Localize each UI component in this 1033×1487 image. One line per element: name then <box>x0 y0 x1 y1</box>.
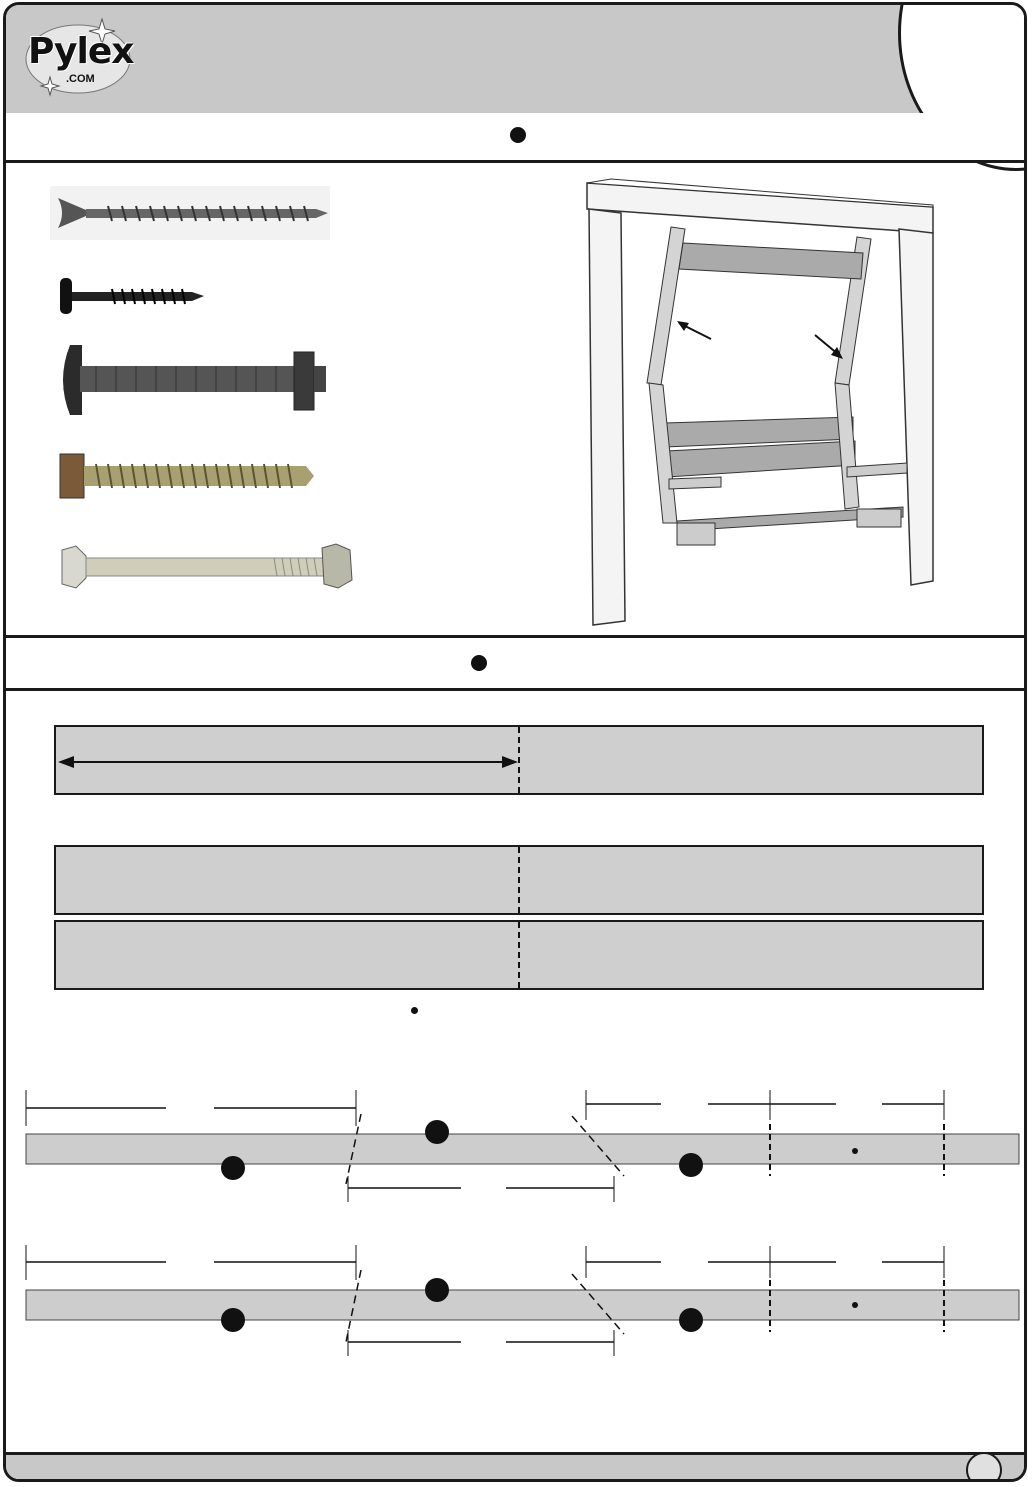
swing-frame-illustration <box>581 177 941 632</box>
logo-wordmark: Pylex <box>28 31 134 72</box>
carriage-bolt-icon <box>63 345 326 415</box>
cut-line <box>518 922 520 988</box>
page-header <box>6 5 1024 116</box>
section-marker-dot <box>510 127 526 143</box>
section-marker-dot <box>471 655 487 671</box>
hex-bolt-icon <box>62 544 352 588</box>
cutting-diagram <box>6 1080 1027 1380</box>
board-3 <box>54 920 984 990</box>
deck-screw-icon <box>50 186 330 240</box>
board-2 <box>54 845 984 915</box>
beam-2 <box>26 1245 1019 1356</box>
wafer-head-screw-icon <box>60 278 204 314</box>
section-header-boards <box>6 635 1024 691</box>
logo-domain: .COM <box>66 73 95 85</box>
pylex-logo <box>22 17 134 97</box>
section-header-hardware <box>6 113 1024 163</box>
length-arrow-icon <box>56 752 526 772</box>
instruction-page <box>3 2 1027 1482</box>
beam-1 <box>26 1090 1019 1202</box>
cut-line <box>518 847 520 913</box>
page-footer <box>6 1452 1024 1479</box>
page-number-badge <box>966 1452 1002 1482</box>
hex-lag-screw-icon <box>60 454 314 498</box>
hardware-list <box>46 180 376 620</box>
note-bullet <box>411 1007 418 1014</box>
board-1 <box>54 725 984 795</box>
